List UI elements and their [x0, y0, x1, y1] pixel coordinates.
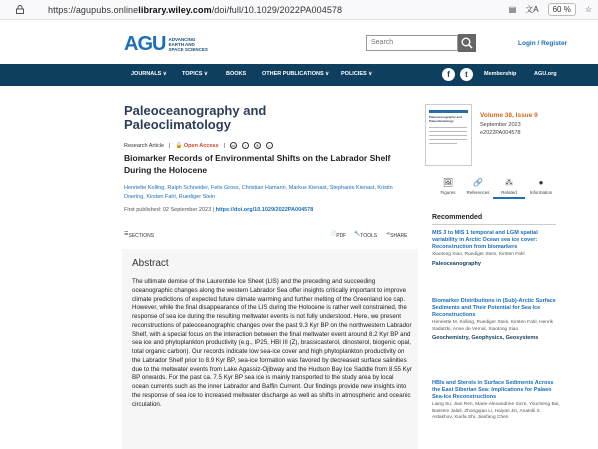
publication-info: First published: 02 September 2023 | https://doi.org/10.1029/2022PA004578 — [124, 207, 314, 213]
translate-icon[interactable]: 文A — [525, 5, 539, 14]
divider — [432, 224, 556, 225]
volume-issue-link[interactable]: Volume 38, Issue 9 — [480, 112, 538, 119]
article-type: Research Article — [124, 142, 165, 149]
network-icon: ⁂ — [505, 178, 513, 187]
by-icon: i — [242, 142, 249, 149]
nav-membership[interactable]: Membership — [484, 71, 517, 77]
tab-figures[interactable]: 🖼 Figures — [432, 178, 464, 195]
sidebar-tabs — [432, 178, 560, 202]
cc-icon: cc — [231, 143, 236, 148]
article-meta: Research Article | 🔓 Open Access | cc i $ = — [124, 142, 273, 149]
zoom-level[interactable]: 60 % — [548, 3, 576, 16]
reader-view-icon[interactable]: ▤ — [508, 5, 517, 14]
url-text[interactable]: https://agupubs.onlinelibrary.wiley.com/doi/full/10.1029/2022PA004578 — [48, 4, 343, 15]
recommended-heading: Recommended — [432, 214, 483, 221]
search-input[interactable]: Search — [366, 35, 458, 51]
tab-related[interactable]: ⁂ Related — [493, 178, 525, 199]
site-header — [0, 20, 598, 64]
main-nav — [0, 64, 598, 86]
nav-other-publications[interactable]: OTHER PUBLICATIONS ∨ — [262, 71, 330, 77]
search-icon — [458, 34, 476, 52]
journal-title[interactable]: Paleoceanography and Paleoclimatology — [124, 103, 267, 132]
nd-icon: = — [266, 142, 273, 149]
share-button[interactable]: ⋖ SHARE — [386, 231, 408, 239]
open-access-badge: 🔓 Open Access — [175, 142, 219, 149]
doi-link[interactable]: https://doi.org/10.1029/2022PA004578 — [215, 207, 314, 213]
nav-policies[interactable]: POLICIES ∨ — [341, 71, 373, 77]
sections-button[interactable]: ☰ SECTIONS — [124, 231, 155, 239]
article-number: e2022PA004578 — [480, 130, 521, 136]
journal-cover[interactable]: Paleoceanography and Paleoclimatology — [425, 104, 472, 166]
abstract-text: The ultimate demise of the Laurentide Ice Sheet (LIS) and the preceding and succeeding oceanographic changes along the western Labrador Sea offer insights critically important to improve climate predictions of expected future climate warming and further melting of the Greenland ice cap. However, while the final disappearance of the LIS during the Holocene is rather well constrained, the response of sea ice during the resulting meltwater events is not fully understood. Here, we present reconstructions of paleoceanographic changes over the past 9.3 Kyr BP on the northwestern Labrador Shelf, with a special focus on the interaction between the final meltwater event around 8.2 Kyr BP and sea ice and phytoplankton productivity (e.g., IP25, HBI III (Z), brassicasterol, dinosterol, biogenic opal, total organic carbon). Our records indicate low sea-ice cover and high phytoplankton productivity on the Labrador Shelf prior to 8.9 Kyr BP, sea-ice formation was favored by decreased surface salinities due to the meltwater events from Lake Agassiz-Ojibway and the Hudson Bay Ice Saddle from 8.55 Kyr BP onwards. For the past ca. 7.5 Kyr BP sea ice is mainly transported to the study area by local ocean currents such as the inner Labrador and Baffin Current. Our findings provide new insights into the response of sea ice to increased meltwater discharge as well as shifts in atmospheric and oceanic circulation. — [132, 278, 412, 408]
browser-url-bar[interactable] — [0, 0, 598, 20]
lock-icon — [16, 5, 24, 14]
facebook-icon[interactable]: f — [442, 68, 455, 81]
issue-date: September 2023 — [480, 122, 521, 128]
article-title: Biomarker Records of Environmental Shifts on the Labrador Shelf During the Holocene — [124, 153, 391, 175]
bookmark-star-icon[interactable]: ☆ — [584, 5, 592, 14]
tab-references[interactable]: 🔗 References — [462, 178, 494, 195]
article-toolbar — [122, 229, 414, 241]
recommended-item[interactable]: Biomarker Distributions in (Sub)-Arctic Surface Sediments and Their Potential for Sea Ice Reconstructions Henriette M. Kolling, Ruediger Stein, Kirsten Fahl, Henrik Sadatzki, Anne de Vernal, Xiaotong Xiao Geochemistry, Geophysics, Geosystems — [432, 298, 556, 341]
login-register-link[interactable]: Login / Register — [518, 40, 568, 47]
agu-logo[interactable]: AGU ADVANCING EARTH AND SPACE SCIENCES — [124, 33, 208, 55]
recommended-item[interactable]: MIS 3 to MIS 1 temporal and LGM spatial variability in Arctic Ocean sea ice cover: Reconstruction from biomarkers Xiaotong Xiao, Ruediger Stein, Kirsten Fahl Paleoceanography — [432, 230, 538, 267]
tab-information[interactable]: ● Information — [525, 178, 557, 195]
info-icon: ● — [538, 178, 544, 187]
nc-icon: $ — [254, 142, 261, 149]
recommended-item[interactable]: HBIs and Sterols in Surface Sediments Across the East Siberian Sea: Implications for Palaeo Sea-Ice Reconstructions Liang Su, Jian Ren, Marie-Alexandrine Sicre, Youcheng Bai, Bassem Jalali, Zhongqiao Li, Haiyan Jin, Anatolii S. Astakhov, Xuefa Shi, Jianfang Chen — [432, 380, 560, 420]
search-button[interactable] — [458, 34, 476, 52]
pdf-button[interactable]: 📄 PDF — [330, 231, 347, 239]
nav-agu-org[interactable]: AGU.org — [534, 71, 557, 77]
abstract-heading: Abstract — [132, 258, 169, 269]
nav-books[interactable]: BOOKS — [226, 71, 247, 77]
image-icon: 🖼 — [442, 178, 454, 187]
author-list[interactable]: Henriette Kolling, Ralph Schneider, Felix Gross, Christian Hamann, Markus Kienast, Stephanie Kienast, Kristin Doering, Kirsten Fahl, Ruediger Stein — [124, 185, 393, 200]
tools-button[interactable]: 🔧 TOOLS — [354, 231, 378, 239]
twitter-icon[interactable]: t — [460, 68, 473, 81]
link-icon: 🔗 — [473, 178, 483, 187]
nav-journals[interactable]: JOURNALS ∨ — [131, 71, 167, 77]
nav-topics[interactable]: TOPICS ∨ — [182, 71, 208, 77]
